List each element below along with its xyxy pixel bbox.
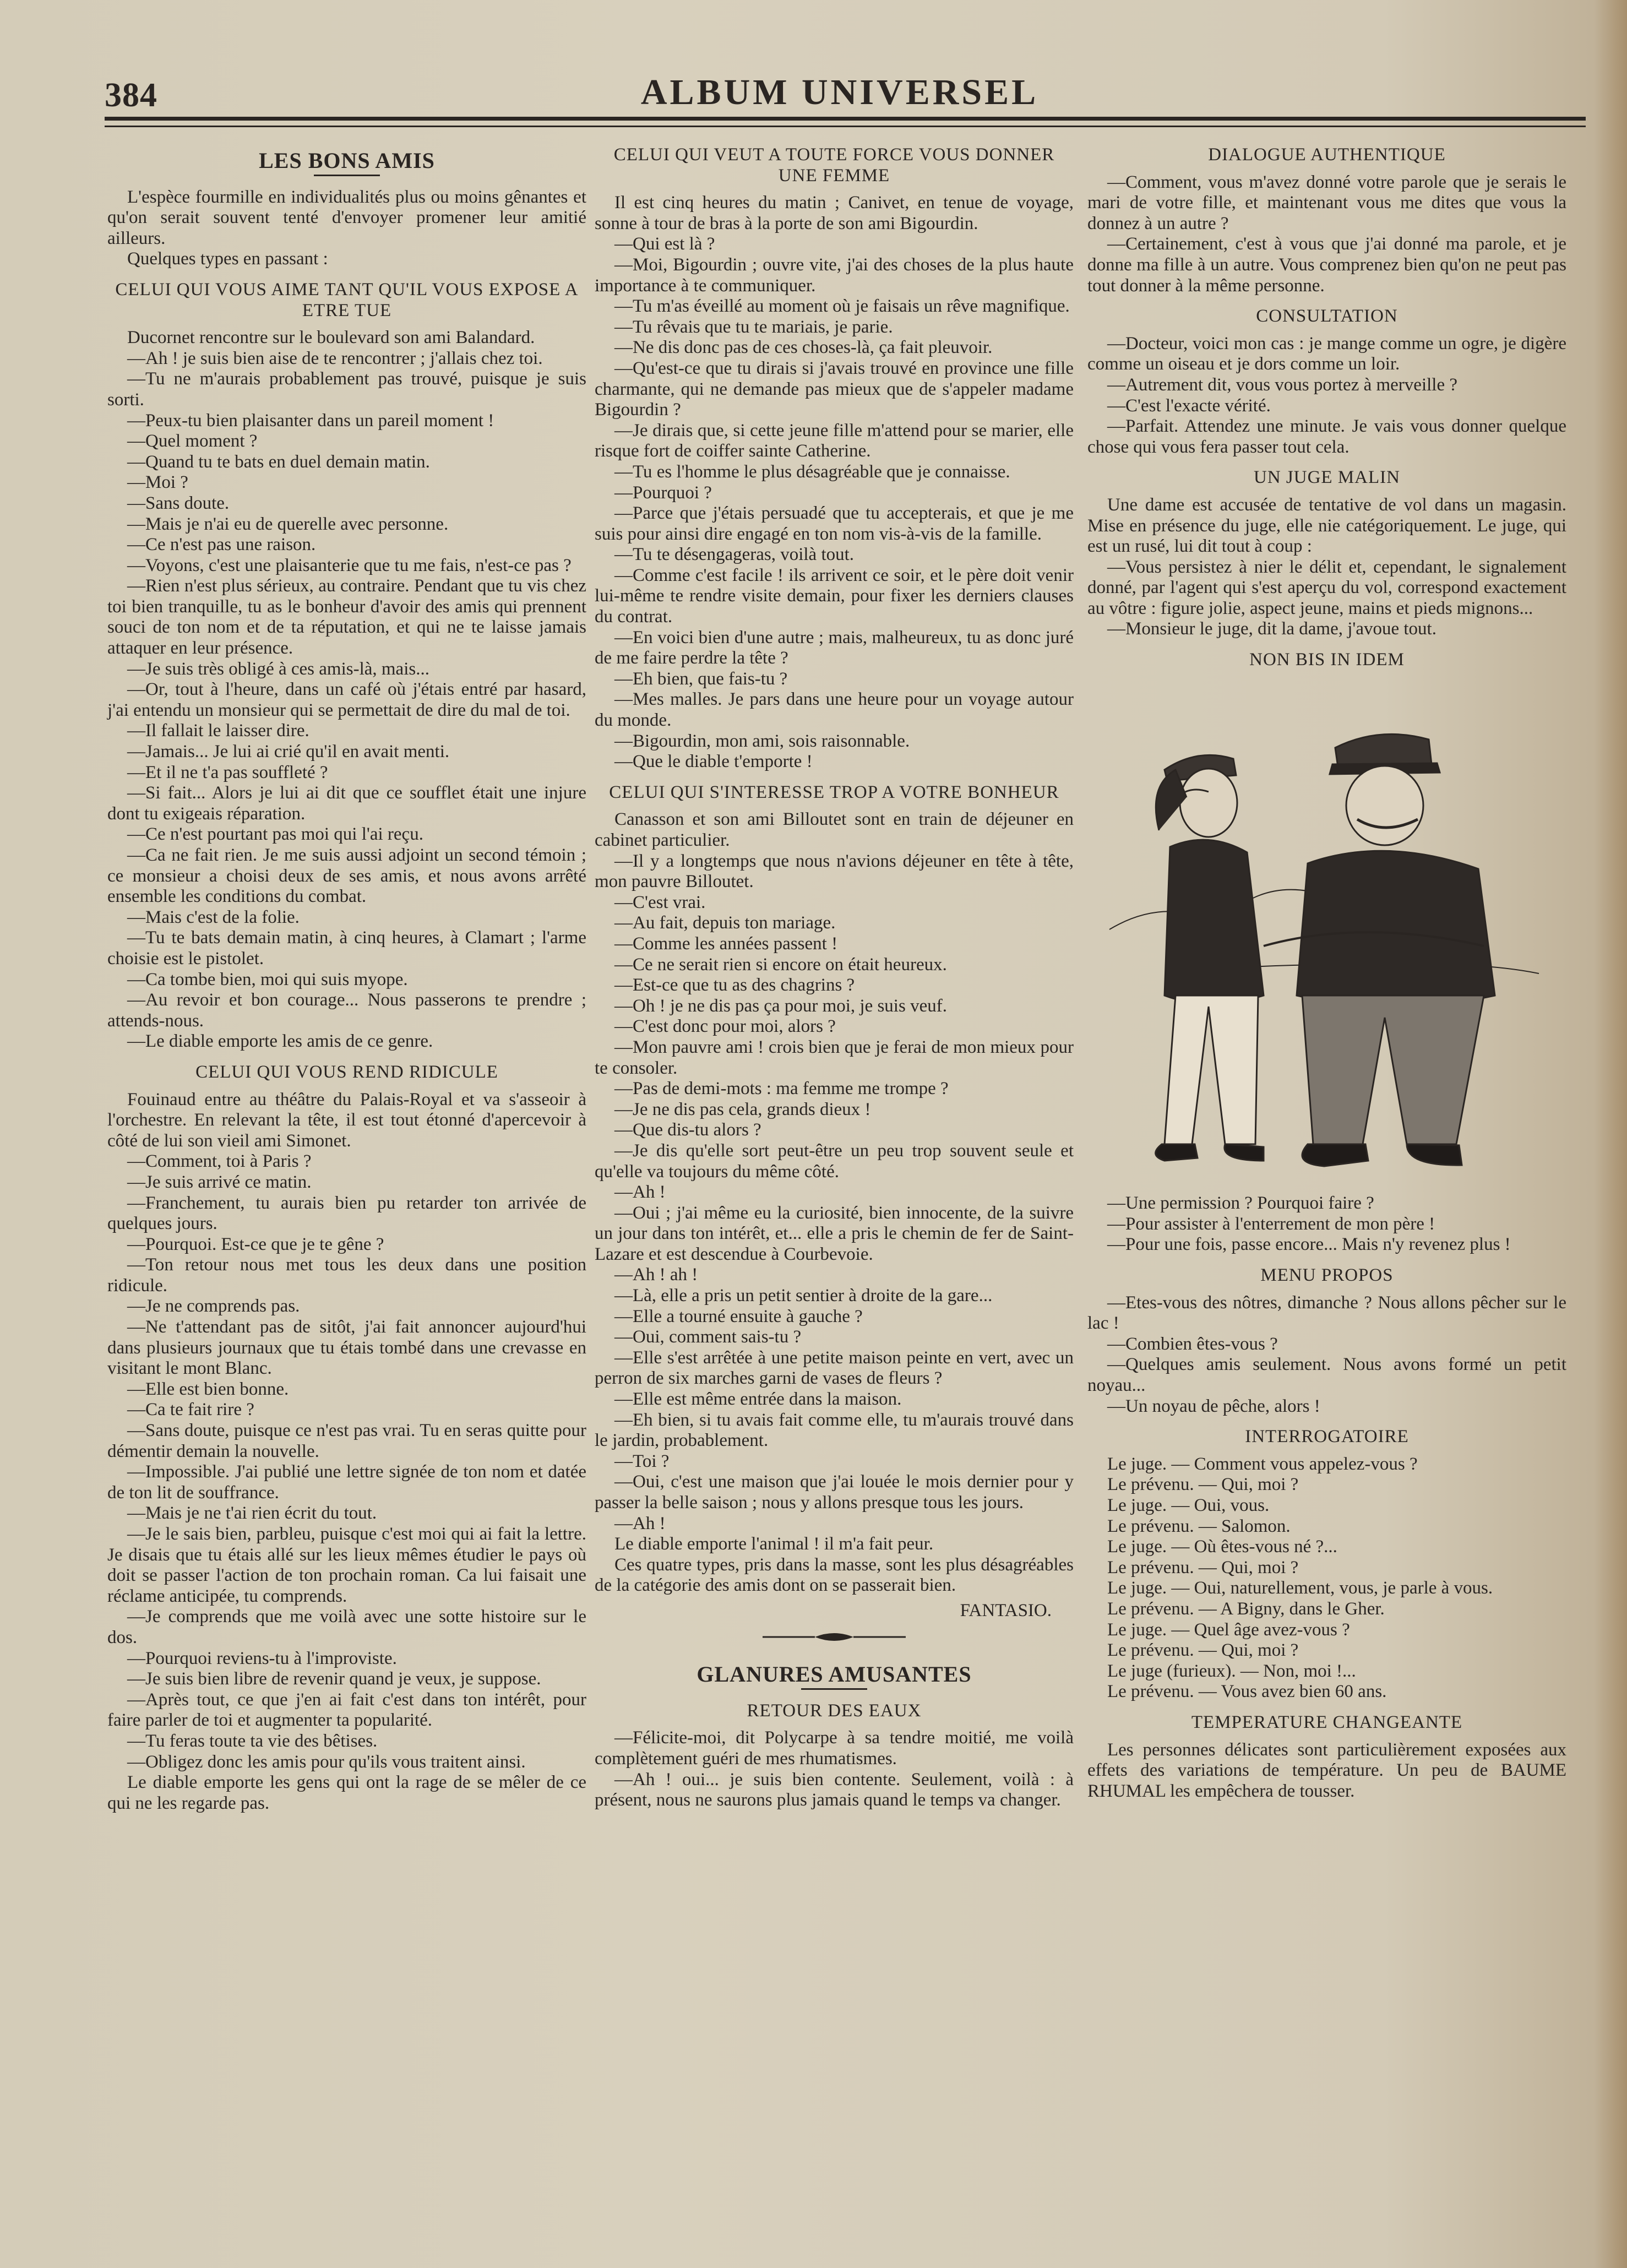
paragraph: —Tu m'as éveillé au moment où je faisais un rêve magnifique.: [614, 296, 1070, 317]
paragraph: —Ah ! ah !: [614, 1265, 698, 1285]
paragraph: —Etes-vous des nôtres, dimanche ? Nous allons pêcher sur le lac !: [1087, 1292, 1566, 1334]
paragraph: —Ne dis donc pas de ces choses-là, ça fait pleuvoir.: [614, 338, 993, 358]
paragraph: —Ah !: [614, 1513, 666, 1533]
paragraph: —Ce n'est pas une raison.: [127, 535, 316, 555]
paragraph: Ducornet rencontre sur le boulevard son ami Balandard.: [127, 328, 535, 348]
paragraph: Le juge. — Oui, vous.: [1107, 1495, 1270, 1515]
paragraph: —Comment, toi à Paris ?: [127, 1151, 312, 1172]
paragraph: Le juge. — Comment vous appelez-vous ?: [1107, 1454, 1418, 1474]
paragraph: —Elle s'est arrêtée à une petite maison peinte en vert, avec un perron de six marches garni de vases de fleurs ?: [595, 1347, 1074, 1389]
paragraph: —Ah !: [614, 1182, 666, 1203]
paragraph: Une dame est accusée de tentative de vol dans un magasin. Mise en présence du juge, elle nie catégoriquement. Le juge, qui est un rusé, lui dit tout à coup :: [1087, 494, 1566, 557]
paragraph: —Mais c'est de la folie.: [127, 907, 300, 927]
header-rule-thick: [105, 117, 1586, 121]
paragraph: —Obligez donc les amis pour qu'ils vous traitent ainsi.: [127, 1752, 526, 1772]
section-heading-les-bons-amis: LES BONS AMIS: [259, 148, 435, 173]
paragraph: —C'est donc pour moi, alors ?: [614, 1016, 836, 1037]
paragraph: —Pour assister à l'enterrement de mon père !: [1107, 1214, 1435, 1234]
paragraph: —Ce ne serait rien si encore on était heureux.: [614, 954, 947, 975]
paragraph: —Il fallait le laisser dire.: [127, 721, 309, 741]
column-left: [107, 135, 586, 1814]
paragraph: —Ca tombe bien, moi qui suis myope.: [127, 969, 408, 989]
paragraph: —Oui ; j'ai même eu la curiosité, bien innocente, de la suivre un jour dans ton intérêt, et... elle a pris le chemin de fer de Saint-Lazare et est descendue à Courbevoie.: [595, 1203, 1074, 1264]
paragraph: —Ah ! oui... je suis bien contente. Seulement, voilà : à présent, nous ne saurons plus jamais quand le temps va changer.: [595, 1769, 1074, 1810]
paragraph: —Sans doute, puisque ce n'est pas vrai. Tu en seras quitte pour démentir demain la nouvelle.: [107, 1421, 586, 1461]
paragraph: —Au revoir et bon courage... Nous passerons te prendre ; attends-nous.: [107, 990, 586, 1031]
paragraph: —Mes malles. Je pars dans une heure pour un voyage autour du monde.: [595, 689, 1074, 731]
paragraph: Il est cinq heures du matin ; Canivet, en tenue de voyage, sonne à tour de bras à la porte de son ami Bigourdin.: [595, 193, 1074, 233]
paragraph: —Vous persistez à nier le délit et, cependant, le signalement donné, par l'agent qui s'est aperçu du vol, correspond exactement au vôtre : figure jolie, aspect jeune, mains et pieds mignons...: [1087, 557, 1566, 618]
subheading-interrogatoire: INTERROGATOIRE: [1245, 1427, 1409, 1447]
paragraph: —Bigourdin, mon ami, sois raisonnable.: [614, 731, 910, 751]
paragraph: —Ca te fait rire ?: [127, 1400, 254, 1420]
paragraph: —Le diable emporte les amis de ce genre.: [127, 1031, 433, 1052]
paragraph: —Sans doute.: [127, 493, 230, 513]
paragraph: Canasson et son ami Billoutet sont en train de déjeuner en cabinet particulier.: [595, 809, 1074, 850]
paragraph: —Pour une fois, passe encore... Mais n'y revenez plus !: [1107, 1234, 1511, 1255]
paragraph: —Jamais... Je lui ai crié qu'il en avait menti.: [127, 742, 450, 762]
paragraph: Le prévenu. — Vous avez bien 60 ans.: [1107, 1682, 1387, 1702]
paragraph: —Si fait... Alors je lui ai dit que ce soufflet était une injure dont tu exigeais réparation.: [107, 783, 586, 824]
paragraph: —Mon pauvre ami ! crois bien que je ferai de mon mieux pour te consoler.: [595, 1037, 1074, 1078]
subheading-menu-propos: MENU PROPOS: [1260, 1265, 1394, 1286]
paragraph: —Comme les années passent !: [614, 933, 838, 954]
paragraph: —Au fait, depuis ton mariage.: [614, 913, 836, 933]
paragraph: —Docteur, voici mon cas : je mange comme un ogre, je digère comme un oiseau et je dors comme un loir.: [1087, 333, 1566, 374]
subheading-retour-des-eaux: RETOUR DES EAUX: [747, 1700, 922, 1721]
cartoon-illustration: [1098, 687, 1550, 1172]
paragraph: —Elle est bien bonne.: [127, 1379, 289, 1399]
subheading-celui-qui-s-interesse-trop-a-votre-bonhe: CELUI QUI S'INTERESSE TROP A VOTRE BONHEUR: [609, 782, 1059, 802]
subheading-celui-qui-vous-aime-tant-qu-il-vous-expo: CELUI QUI VOUS AIME TANT QU'IL VOUS EXPOSE A ETRE TUE: [115, 279, 579, 320]
masthead-title: ALBUM UNIVERSEL: [640, 72, 1039, 112]
paragraph: —Parce que j'étais persuadé que tu accepterais, et que je me suis pour ainsi dire engagé en ton nom vis-à-vis de la famille.: [595, 503, 1074, 544]
ornament-divider: [595, 1628, 1074, 1649]
paragraph: —Tu te désengageras, voilà tout.: [614, 545, 855, 565]
paragraph: —Elle est même entrée dans la maison.: [614, 1389, 902, 1410]
paragraph: Le diable emporte les gens qui ont la rage de se mêler de ce qui ne les regarde pas.: [107, 1772, 586, 1813]
paragraph: —Moi ?: [127, 472, 188, 493]
paragraph: Le prévenu. — Qui, moi ?: [1107, 1475, 1299, 1495]
paragraph: —Tu rêvais que tu te mariais, je parie.: [614, 317, 893, 337]
paragraph: —Quel moment ?: [127, 431, 258, 452]
paragraph: Le juge. — Oui, naturellement, vous, je parle à vous.: [1107, 1578, 1493, 1598]
paragraph: —Mais je ne t'ai rien écrit du tout.: [127, 1503, 377, 1524]
paragraph: —Ah ! je suis bien aise de te rencontrer ; j'allais chez toi.: [127, 348, 543, 368]
paragraph: Le juge. — Quel âge avez-vous ?: [1107, 1619, 1350, 1640]
subheading-celui-qui-veut-a-toute-force-vous-donner: CELUI QUI VEUT A TOUTE FORCE VOUS DONNER UNE FEMME: [613, 145, 1055, 186]
section-heading-glanures-amusantes: GLANURES AMUSANTES: [696, 1662, 972, 1687]
paragraph: —Je suis très obligé à ces amis-là, mais...: [127, 659, 429, 679]
paragraph: —Là, elle a pris un petit sentier à droite de la gare...: [614, 1286, 993, 1306]
paragraph: —Je suis bien libre de revenir quand je veux, je suppose.: [127, 1669, 541, 1689]
paragraph: —Ce n'est pourtant pas moi qui l'ai reçu.: [127, 824, 423, 845]
paragraph: —Une permission ? Pourquoi faire ?: [1107, 1193, 1374, 1214]
paragraph: —Est-ce que tu as des chagrins ?: [614, 975, 855, 996]
paragraph: —Que le diable t'emporte !: [614, 752, 813, 772]
paragraph: Le juge (furieux). — Non, moi !...: [1107, 1661, 1356, 1681]
paragraph: Le prévenu. — Qui, moi ?: [1107, 1557, 1299, 1578]
subheading-dialogue-authentique: DIALOGUE AUTHENTIQUE: [1208, 145, 1446, 165]
paragraph: —Voyons, c'est une plaisanterie que tu me fais, n'est-ce pas ?: [127, 555, 572, 575]
paragraph: —Après tout, ce que j'en ai fait c'est dans ton intérêt, pour faire parler de toi et augmenter ta popularité.: [107, 1689, 586, 1731]
soldier-left-figure: [1156, 755, 1264, 1161]
paragraph: —Parfait. Attendez une minute. Je vais vous donner quelque chose qui vous fera passer tout cela.: [1087, 416, 1566, 457]
paragraph: —Comment, vous m'avez donné votre parole que je serais le mari de votre fille, et maintenant vous me dites que vous la donnez à un autre ?: [1087, 172, 1566, 233]
paragraph: —Moi, Bigourdin ; ouvre vite, j'ai des choses de la plus haute importance à te communiquer.: [595, 254, 1074, 296]
paragraph: —Comme c'est facile ! ils arrivent ce soir, et le père doit venir lui-même te rendre visite demain, pour fixer les derniers clauses du contrat.: [595, 565, 1074, 627]
paragraph: —Je comprends que me voilà avec une sotte histoire sur le dos.: [107, 1607, 586, 1647]
paragraph: —Pourquoi ?: [614, 482, 712, 503]
paragraph: —Tu es l'homme le plus désagréable que je connaisse.: [614, 461, 1010, 482]
paragraph: —Tu te bats demain matin, à cinq heures, à Clamart ; l'arme choisie est le pistolet.: [107, 928, 586, 969]
paragraph: —Rien n'est plus sérieux, au contraire. Pendant que tu vis chez toi bien tranquille, tu as le bonheur d'avoir des amis qui prennent souci de ton nom et de ta réputation, et qui ne te laisse jamais attaquer en leur présence.: [107, 576, 586, 659]
paragraph: —C'est l'exacte vérité.: [1107, 395, 1271, 416]
illustration-frame: [1098, 687, 1566, 1177]
paragraph: —Eh bien, que fais-tu ?: [614, 668, 788, 689]
paragraph: —Je dirais que, si cette jeune fille m'attend pour se marier, elle risque fort de coiffer sainte Catherine.: [595, 420, 1074, 461]
paragraph: —Ca ne fait rien. Je me suis aussi adjoint un second témoin ; ce monsieur a choisi deux de ses amis, et nous avons arrêté ensemble les conditions du combat.: [107, 845, 586, 907]
paragraph: —Certainement, c'est à vous que j'ai donné ma parole, et je donne ma fille à un autre. Vous comprenez bien qu'on ne peut pas tout donner à la même personne.: [1087, 234, 1566, 296]
subheading-non-bis-in-idem: NON BIS IN IDEM: [1249, 650, 1405, 670]
paragraph: —Tu feras toute ta vie des bêtises.: [127, 1731, 378, 1751]
paragraph: —Je dis qu'elle sort peut-être un peu trop souvent seule et qu'elle va toujours du même côté.: [595, 1140, 1074, 1182]
paragraph: —Qui est là ?: [614, 234, 715, 254]
paragraph: —Toi ?: [614, 1451, 670, 1471]
subheading-temperature-changeante: TEMPERATURE CHANGEANTE: [1191, 1712, 1463, 1732]
header-rule-thin: [105, 126, 1586, 127]
paragraph: —Je ne comprends pas.: [127, 1296, 300, 1317]
paragraph: —Eh bien, si tu avais fait comme elle, tu m'aurais trouvé dans le jardin, probablement.: [595, 1410, 1074, 1451]
paragraph: —Quand tu te bats en duel demain matin.: [127, 452, 430, 472]
column-right: [1087, 135, 1566, 1802]
paragraph: —Or, tout à l'heure, dans un café où j'étais entré par hasard, j'ai entendu un monsieur qui se permettait de dire du mal de toi.: [107, 679, 586, 720]
heading-rule: [801, 1688, 867, 1690]
paragraph: —Je ne dis pas cela, grands dieux !: [614, 1099, 871, 1119]
paragraph: —Oui, comment sais-tu ?: [614, 1327, 802, 1347]
paragraph: —Pas de demi-mots : ma femme me trompe ?: [614, 1079, 949, 1099]
paragraph: —Que dis-tu alors ?: [614, 1120, 761, 1140]
paragraph: Le prévenu. — A Bigny, dans le Gher.: [1107, 1598, 1385, 1619]
officer-right-figure: [1264, 734, 1495, 1166]
paragraph: Les personnes délicates sont particulièrement exposées aux effets des variations de température. Un peu de BAUME RHUMAL les empêchera de tousser.: [1087, 1739, 1566, 1801]
paragraph: L'espèce fourmille en individualités plus ou moins gênantes et qu'on serait souvent tenté d'envoyer promener leur amitié ailleurs.: [107, 187, 586, 248]
page-number: 384: [105, 77, 157, 114]
page-edge-shadow: [1594, 0, 1627, 2268]
paragraph: Fouinaud entre au théâtre du Palais-Royal et va s'asseoir à l'orchestre. En relevant la tête, il est tout étonné d'apercevoir à côté de lui son vieil ami Simonet.: [107, 1089, 586, 1151]
subheading-celui-qui-vous-rend-ridicule: CELUI QUI VOUS REND RIDICULE: [195, 1062, 498, 1082]
paragraph: —Oui, c'est une maison que j'ai louée le mois dernier pour y passer la belle saison ; nous y allons presque tous les jours.: [595, 1472, 1074, 1513]
paragraph: —Je suis arrivé ce matin.: [127, 1172, 312, 1192]
paragraph: Le juge. — Où êtes-vous né ?...: [1107, 1537, 1337, 1557]
paragraph: —Monsieur le juge, dit la dame, j'avoue tout.: [1107, 619, 1436, 639]
paragraph: Quelques types en passant :: [127, 249, 328, 269]
paragraph: —Un noyau de pêche, alors !: [1107, 1396, 1320, 1416]
paragraph: —Peux-tu bien plaisanter dans un pareil moment !: [127, 410, 494, 431]
paragraph: —Oh ! je ne dis pas ça pour moi, je suis veuf.: [614, 996, 947, 1016]
paragraph: —Impossible. J'ai publié une lettre signée de ton nom et datée de ton lit de souffrance.: [107, 1462, 586, 1503]
paragraph: —Qu'est-ce que tu dirais si j'avais trouvé en province une fille charmante, qui ne demande pas mieux que de s'appeler madame Bigourdin ?: [595, 358, 1074, 420]
subheading-consultation: CONSULTATION: [1256, 306, 1398, 327]
paragraph: Le prévenu. — Salomon.: [1107, 1516, 1291, 1536]
column-middle: [595, 135, 1074, 1811]
paragraph: —Et il ne t'a pas souffleté ?: [127, 762, 328, 782]
paragraph: —Pourquoi. Est-ce que je te gêne ?: [127, 1234, 384, 1254]
paragraph: Le prévenu. — Qui, moi ?: [1107, 1640, 1299, 1661]
paragraph: Le diable emporte l'animal ! il m'a fait peur.: [614, 1534, 934, 1554]
subheading-un-juge-malin: UN JUGE MALIN: [1254, 467, 1400, 488]
paragraph: —En voici bien d'une autre ; mais, malheureux, tu as donc juré de me faire perdre la tête ?: [595, 627, 1074, 668]
paragraph: —Mais je n'ai eu de querelle avec personne.: [127, 514, 449, 534]
paragraph: —Pourquoi reviens-tu à l'improviste.: [127, 1648, 397, 1668]
paragraph: —Je le sais bien, parbleu, puisque c'est moi qui ai fait la lettre. Je disais que tu étais allé sur les lieux mêmes étudier le pays où doit se passer l'action de ton prochain roman. Ca lui faisait une réclame anticipée, tu comprends.: [107, 1524, 586, 1606]
paragraph: —Félicite-moi, dit Polycarpe à sa tendre moitié, me voilà complètement guéri de mes rhumatismes.: [595, 1728, 1074, 1769]
paragraph: —Combien êtes-vous ?: [1107, 1334, 1278, 1354]
paragraph: —Ton retour nous met tous les deux dans une position ridicule.: [107, 1255, 586, 1296]
paragraph: —Elle a tourné ensuite à gauche ?: [614, 1306, 863, 1326]
paragraph: —Tu ne m'aurais probablement pas trouvé, puisque je suis sorti.: [107, 369, 586, 410]
paragraph: Ces quatre types, pris dans la masse, sont les plus désagréables de la catégorie des amis dont on se passerait bien.: [595, 1554, 1074, 1596]
paragraph: —Franchement, tu aurais bien pu retarder ton arrivée de quelques jours.: [107, 1193, 586, 1234]
heading-rule: [314, 175, 380, 176]
author-signature: FANTASIO.: [960, 1600, 1052, 1620]
paragraph: —C'est vrai.: [614, 892, 706, 912]
paragraph: —Quelques amis seulement. Nous avons formé un petit noyau...: [1087, 1355, 1566, 1395]
paragraph: —Autrement dit, vous vous portez à merveille ?: [1107, 374, 1457, 395]
paragraph: —Ne t'attendant pas de sitôt, j'ai fait annoncer aujourd'hui dans plusieurs journaux que tu étais tombé dans une crevasse en visitant le mont Blanc.: [107, 1317, 586, 1379]
paragraph: —Il y a longtemps que nous n'avions déjeuner en tête à tête, mon pauvre Billoutet.: [595, 851, 1074, 892]
